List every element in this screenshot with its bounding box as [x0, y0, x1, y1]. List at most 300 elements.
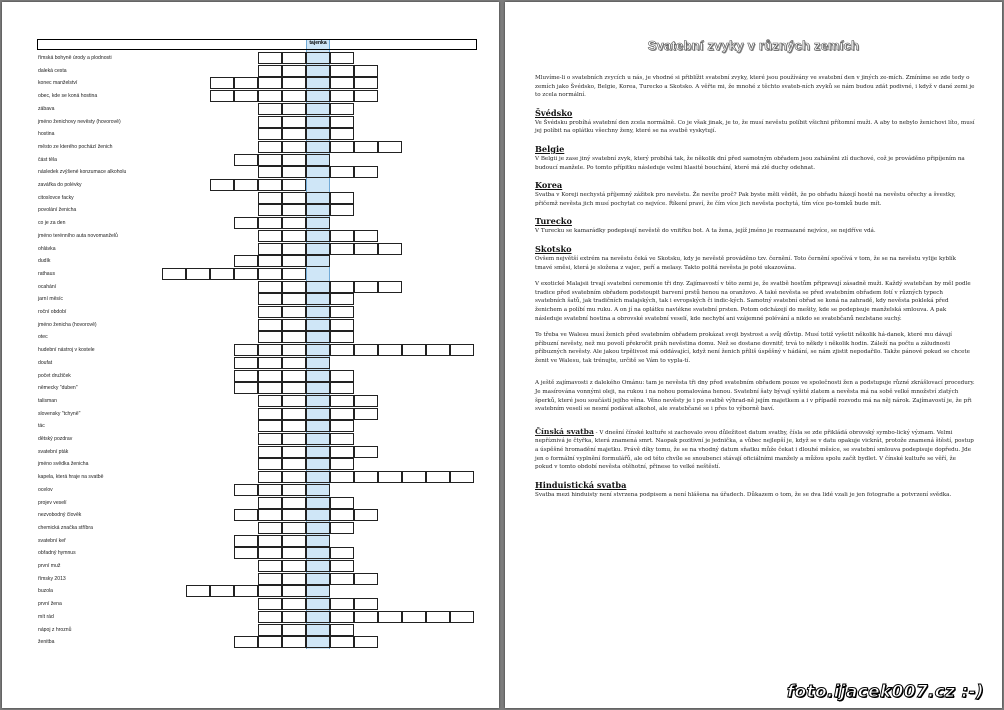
- crossword-cell[interactable]: [258, 204, 282, 216]
- crossword-cell[interactable]: [330, 293, 354, 305]
- crossword-clue: město ze kterého pochází ženich: [38, 143, 113, 150]
- crossword-clue: slovensky "tchyně": [38, 410, 81, 417]
- tajenka-cell[interactable]: [306, 598, 330, 610]
- crossword-cell[interactable]: [258, 192, 282, 204]
- crossword-clue: první muž: [38, 563, 61, 569]
- crossword-cell[interactable]: [282, 458, 306, 470]
- crossword-clue: jméno ženichovy nevěsty (hovorově): [38, 118, 121, 125]
- crossword-cell[interactable]: [282, 103, 306, 115]
- crossword-cell[interactable]: [330, 306, 354, 318]
- section-text: Svatba v Koreji nechystá příjemný zážitek pro nevěstu. Že nevíte proč? Pak byste měli vědět, že po obřadu házejí hosté na nevěstu ořechy a švestky, přičemž nevěsta jich musí pochytat co nejvíce. Říkení praví, že čím více jich nevěsta pochytá, tím více po-tomků bude mít.: [535, 192, 956, 207]
- crossword-cell[interactable]: [234, 547, 258, 559]
- tajenka-cell[interactable]: [306, 497, 330, 509]
- crossword-clue: roční období: [38, 309, 67, 315]
- crossword-cell[interactable]: [282, 535, 306, 547]
- tajenka-cell[interactable]: [306, 484, 330, 496]
- crossword-clue: počet družiček: [38, 372, 71, 379]
- crossword-cell[interactable]: [330, 408, 354, 420]
- crossword-cell[interactable]: [402, 611, 426, 623]
- crossword-cell[interactable]: [330, 141, 354, 153]
- section-text: Ve Švédsku probíhá svatební den zcela normálně. Co je však jinak, je to, že musí nevěstu políbit všichni přítomní muži. A aby to nebylo ženichovi líto, musí jej políbit na oplátku všechny ženy, které se na svatbě vyskytují.: [535, 119, 975, 135]
- crossword-cell[interactable]: [210, 77, 234, 89]
- crossword-clue: první žena: [38, 601, 62, 608]
- crossword-cell[interactable]: [330, 370, 354, 382]
- crossword-cell[interactable]: [282, 560, 306, 572]
- tajenka-cell[interactable]: [306, 192, 330, 204]
- tajenka-cell[interactable]: [306, 446, 330, 458]
- tajenka-cell[interactable]: [306, 319, 330, 331]
- crossword-cell[interactable]: [330, 560, 354, 572]
- crossword-cell[interactable]: [282, 331, 306, 343]
- crossword-cell[interactable]: [282, 90, 306, 102]
- crossword-cell[interactable]: [282, 77, 306, 89]
- crossword-cell[interactable]: [330, 65, 354, 77]
- tajenka-cell[interactable]: [306, 331, 330, 343]
- malaysia-paragraph: V exotické Malajsii trvají svatební ceremonie tři dny. Zajímavostí v této zemi je, že svatbě hostům připravují zásadně muži. Každý svatebčan by měl podle tradice před svatebním obřadem podstoupit barvení prstů henou na oranžovo. A také nevěsta se před svatebním obřadem fotí v různých typech svatebních šatů, jak tradičních malajských, tak i evropských či indic-kých. Samotný svatební obřad se koná na zahradě, kdy nevěsta pokleká před ženichem a políbí mu ruku. A on jí na oplátku navlékne svatební prsten. Potom odcházejí do mešity, kde se podepisuje manželská smlouva. A pak následuje svatební hostina a obrovské svatební veselí, kde nechybí ani vzájemné polévání a nikdo se svatebčanů nezlstane suchý.: [535, 281, 971, 322]
- tajenka-cell[interactable]: [306, 636, 330, 648]
- crossword-cell[interactable]: [258, 128, 282, 140]
- crossword-cell[interactable]: [234, 344, 258, 356]
- crossword-cell[interactable]: [282, 598, 306, 610]
- crossword-cell[interactable]: [258, 624, 282, 636]
- crossword-clue: následek zvýšené konzumace alkoholu: [38, 169, 127, 176]
- crossword-cell[interactable]: [234, 535, 258, 547]
- crossword-clue: doufat: [38, 359, 53, 366]
- crossword-cell[interactable]: [402, 344, 426, 356]
- crossword-cell[interactable]: [234, 585, 258, 597]
- crossword-clue: zábava: [38, 105, 55, 112]
- crossword-cell[interactable]: [282, 509, 306, 521]
- crossword-cell[interactable]: [258, 344, 282, 356]
- article-page: [505, 2, 1002, 708]
- crossword-cell[interactable]: [282, 624, 306, 636]
- header-right-edge: [476, 39, 477, 50]
- crossword-cell[interactable]: [282, 319, 306, 331]
- crossword-cell[interactable]: [234, 90, 258, 102]
- wales-paragraph: To třeba ve Walesu musí ženich před svatebním obřadem prokázat svoji bystrost a svůj důvtip. Musí totiž vyšetit několik há-danek, které mu dávají příbuzní nevěsty, než mu povolí překročit práh nevěstina domu. Než se dostane dovnitř, trvá to někdy i několik hodin. Záleží na počtu a záludnosti příbuzných nevěsty. Ale jakou trpělivost má oddávající, když není ženich příliš úspěšný v hádání, se nám zjistit nepodařilo. Takže pánové pokud se chcete ženit ve Walesu, tak trénujte, určitě se Vám to vypla-tí.: [535, 332, 970, 364]
- crossword-cell[interactable]: [378, 243, 402, 255]
- crossword-cell[interactable]: [258, 535, 282, 547]
- crossword-cell[interactable]: [258, 77, 282, 89]
- crossword-cell[interactable]: [330, 128, 354, 140]
- crossword-cell[interactable]: [354, 243, 378, 255]
- tajenka-cell[interactable]: [306, 573, 330, 585]
- crossword-cell[interactable]: [210, 179, 234, 191]
- crossword-cell[interactable]: [258, 484, 282, 496]
- crossword-cell[interactable]: [354, 395, 378, 407]
- crossword-cell[interactable]: [354, 281, 378, 293]
- crossword-cell[interactable]: [354, 230, 378, 242]
- tajenka-cell[interactable]: [306, 535, 330, 547]
- tajenka-cell[interactable]: [306, 471, 330, 483]
- crossword-cell[interactable]: [258, 65, 282, 77]
- crossword-cell[interactable]: [234, 484, 258, 496]
- intro-paragraph: Mluvíme-li o svatebních zvycích u nás, je vhodné si přiblížit svatební zvyky, které jsou používány ve svatební den v jiných ze-mích. Zmíníme se zde tedy o zemích jako Švédsko, Belgie, Korea, Turecko a Skotsko. A věřte mi, že mnohé z těchto svateb-ních zvyků se nám budou zdát podivné, i když v dané zemi je to zcela normální.: [535, 75, 975, 99]
- crossword-clue: jméno ženicha (hovorově): [38, 321, 97, 328]
- article-body: [535, 74, 975, 507]
- section-heading: Korea: [535, 180, 563, 191]
- crossword-clue: ženitba: [38, 639, 55, 646]
- crossword-cell[interactable]: [330, 166, 354, 178]
- tajenka-cell[interactable]: [306, 90, 330, 102]
- crossword-cell[interactable]: [234, 357, 258, 369]
- crossword-cell[interactable]: [330, 331, 354, 343]
- crossword-cell[interactable]: [354, 471, 378, 483]
- crossword-cell[interactable]: [258, 306, 282, 318]
- crossword-cell[interactable]: [234, 255, 258, 267]
- crossword-cell[interactable]: [330, 204, 354, 216]
- crossword-clue: ocelov: [38, 486, 53, 493]
- section-heading: Švédsko: [535, 107, 573, 118]
- crossword-cell[interactable]: [258, 255, 282, 267]
- tajenka-cell[interactable]: [306, 52, 330, 64]
- crossword-cell[interactable]: [258, 497, 282, 509]
- oman-paragraph: A ještě zajímavosti z dalekého Ománu: tam je nevěsta tři dny před svatebním obřadem pouze ve společnosti žen a podstupuje různé zkrášlovací procedury. Je masírována vonnými oleji, na rukou i na nohou pomalována henou. Svatební šaty bývají vyšité zlatem a nevěsta má na sobě velké množství zlatých šperků, které jsou součástí jejího věna. Věno nevěsty je i po svatbě výhrad-ně jejím majetkem a i v případě rozvodu má na něj nárok. Zajímavostí je, že při svatebním veselí se nesmí podávat alkohol, ale svatebčané se i přes to výborně baví.: [535, 380, 975, 413]
- crossword-cell[interactable]: [354, 573, 378, 585]
- crossword-cell[interactable]: [450, 471, 474, 483]
- crossword-cell[interactable]: [330, 281, 354, 293]
- crossword-cell[interactable]: [282, 192, 306, 204]
- crossword-cell[interactable]: [186, 585, 210, 597]
- crossword-cell[interactable]: [282, 471, 306, 483]
- crossword-clue: římská bohyně úrody a plodnosti: [38, 55, 112, 61]
- crossword-cell[interactable]: [282, 585, 306, 597]
- crossword-clue: dětský pozdrav: [38, 436, 73, 442]
- crossword-cell[interactable]: [282, 166, 306, 178]
- crossword-cell[interactable]: [282, 268, 306, 280]
- tajenka-cell[interactable]: [306, 154, 330, 166]
- crossword-clue: jméno terénního auta novomanželů: [38, 232, 118, 239]
- tajenka-cell[interactable]: [306, 395, 330, 407]
- crossword-cell[interactable]: [282, 370, 306, 382]
- crossword-cell[interactable]: [258, 433, 282, 445]
- tajenka-cell[interactable]: [306, 344, 330, 356]
- crossword-cell[interactable]: [282, 522, 306, 534]
- crossword-cell[interactable]: [282, 573, 306, 585]
- tajenka-cell[interactable]: [306, 255, 330, 267]
- crossword-cell[interactable]: [330, 497, 354, 509]
- crossword-cell[interactable]: [258, 471, 282, 483]
- crossword-cell[interactable]: [330, 598, 354, 610]
- crossword-cell[interactable]: [258, 636, 282, 648]
- crossword-cell[interactable]: [258, 319, 282, 331]
- crossword-cell[interactable]: [282, 611, 306, 623]
- crossword-cell[interactable]: [282, 243, 306, 255]
- crossword-cell[interactable]: [258, 179, 282, 191]
- crossword-cell[interactable]: [282, 446, 306, 458]
- tajenka-cell[interactable]: [306, 382, 330, 394]
- crossword-cell[interactable]: [378, 281, 402, 293]
- crossword-cell[interactable]: [330, 446, 354, 458]
- crossword-cell[interactable]: [282, 636, 306, 648]
- tajenka-cell[interactable]: [306, 585, 330, 597]
- crossword-cell[interactable]: [258, 611, 282, 623]
- crossword-cell[interactable]: [234, 382, 258, 394]
- crossword-cell[interactable]: [426, 344, 450, 356]
- crossword-clue: ohlávka: [38, 245, 56, 252]
- crossword-cell[interactable]: [258, 217, 282, 229]
- crossword-cell[interactable]: [354, 598, 378, 610]
- crossword-clue: chemická značka stříbra: [38, 524, 93, 531]
- crossword-cell[interactable]: [258, 52, 282, 64]
- crossword-cell[interactable]: [282, 65, 306, 77]
- crossword-cell[interactable]: [354, 166, 378, 178]
- china-heading: Čínská svatba: [535, 426, 594, 436]
- crossword-cell[interactable]: [330, 624, 354, 636]
- crossword-cell[interactable]: [450, 344, 474, 356]
- crossword-clue: svatební pták: [38, 448, 69, 455]
- crossword-clue: co je za den: [38, 220, 66, 227]
- crossword-cell[interactable]: [282, 357, 306, 369]
- crossword-clue: konec manželství: [38, 80, 78, 87]
- crossword-cell[interactable]: [234, 636, 258, 648]
- tajenka-cell[interactable]: [306, 433, 330, 445]
- crossword-cell[interactable]: [282, 52, 306, 64]
- crossword-cell[interactable]: [330, 458, 354, 470]
- crossword-cell[interactable]: [258, 560, 282, 572]
- crossword-clue: talisman: [38, 397, 57, 404]
- country-sections: [535, 108, 975, 272]
- tajenka-cell[interactable]: [306, 204, 330, 216]
- crossword-cell[interactable]: [258, 585, 282, 597]
- crossword-cell[interactable]: [234, 370, 258, 382]
- crossword-cell[interactable]: [234, 217, 258, 229]
- crossword-cell[interactable]: [330, 344, 354, 356]
- crossword-cell[interactable]: [330, 573, 354, 585]
- crossword-cell[interactable]: [258, 370, 282, 382]
- crossword-clue: nápoj z hroznů: [38, 626, 72, 633]
- crossword-cell[interactable]: [282, 281, 306, 293]
- crossword-cell[interactable]: [234, 179, 258, 191]
- tajenka-label: tajenka: [309, 40, 327, 46]
- crossword-cell[interactable]: [282, 306, 306, 318]
- crossword-cell[interactable]: [354, 509, 378, 521]
- china-text: - V dnešní čínské kultuře si zachovalo svou důležitost datum svatby, čísla se zde přikládá obrovský symbo-lický význam. Velmi nepříznivá je čtyřka, která znamená smrt. Naopak pozitivní je jednička, a vůbec nejlepší je, když se v datu opakuje vickrát, protože znamená štěstí, postup a úspěšné hromadění majetku. Právě díky tomu, že se na vhodný datum sňatku může čekat i dlouhé měsíce, se svatební smlouva podepisuje dopředu. Jde jen o formální vyplnění formulářů, ale od této chvíle se snoubenci stávají oficiálními manžely a můžou spolu začít bydlet. V čínské kultuře se věří, že pokud v tomto období nevěsta otěhotní, přinese to velké neštěstí.: [535, 429, 974, 471]
- crossword-cell[interactable]: [282, 204, 306, 216]
- crossword-cell[interactable]: [258, 331, 282, 343]
- crossword-cell[interactable]: [330, 636, 354, 648]
- tajenka-cell[interactable]: [306, 306, 330, 318]
- crossword-cell[interactable]: [258, 281, 282, 293]
- tajenka-cell[interactable]: [306, 560, 330, 572]
- crossword-cell[interactable]: [234, 154, 258, 166]
- crossword-clue: buzola: [38, 588, 54, 595]
- crossword-cell[interactable]: [282, 484, 306, 496]
- crossword-cell[interactable]: [330, 77, 354, 89]
- crossword-cell[interactable]: [258, 547, 282, 559]
- crossword-clue: jméno svědka ženicha: [38, 461, 89, 468]
- crossword-cell[interactable]: [282, 420, 306, 432]
- tajenka-cell[interactable]: [306, 77, 330, 89]
- crossword-cell[interactable]: [330, 471, 354, 483]
- tajenka-cell[interactable]: [306, 65, 330, 77]
- crossword-clue: obřadný hymnus: [38, 550, 76, 557]
- crossword-cell[interactable]: [282, 128, 306, 140]
- crossword-cell[interactable]: [354, 77, 378, 89]
- crossword-cell[interactable]: [258, 509, 282, 521]
- crossword-cell[interactable]: [378, 611, 402, 623]
- section-heading: Skotsko: [535, 243, 572, 254]
- watermark: foto.ijacek007.cz :-): [786, 682, 984, 702]
- tajenka-cell[interactable]: [306, 230, 330, 242]
- crossword-cell[interactable]: [330, 382, 354, 394]
- crossword-cell[interactable]: [282, 293, 306, 305]
- crossword-cell[interactable]: [258, 268, 282, 280]
- crossword-cell[interactable]: [258, 154, 282, 166]
- crossword-cell[interactable]: [330, 116, 354, 128]
- tajenka-cell[interactable]: [306, 420, 330, 432]
- tajenka-cell[interactable]: [306, 624, 330, 636]
- crossword-cell[interactable]: [426, 611, 450, 623]
- tajenka-cell[interactable]: [306, 458, 330, 470]
- crossword-cell[interactable]: [330, 522, 354, 534]
- crossword-cell[interactable]: [426, 471, 450, 483]
- tajenka-cell[interactable]: [306, 293, 330, 305]
- section-heading: Belgie: [535, 143, 565, 154]
- hindu-paragraph: Svatba mezi hinduisty není stvrzena podpisem a není hlášena na úřadech. Důkazem o tom, že se dva lidé vzali je jen fotografie a potvrzení svědka.: [535, 491, 952, 498]
- crossword-cell[interactable]: [282, 382, 306, 394]
- crossword-cell[interactable]: [354, 611, 378, 623]
- crossword-cell[interactable]: [330, 319, 354, 331]
- crossword-cell[interactable]: [330, 243, 354, 255]
- crossword-cell[interactable]: [330, 90, 354, 102]
- tajenka-cell[interactable]: [306, 103, 330, 115]
- crossword-cell[interactable]: [258, 573, 282, 585]
- crossword-cell[interactable]: [258, 458, 282, 470]
- crossword-cell[interactable]: [330, 547, 354, 559]
- tajenka-cell[interactable]: [306, 141, 330, 153]
- crossword-cell[interactable]: [354, 141, 378, 153]
- crossword-cell[interactable]: [282, 255, 306, 267]
- crossword-cell[interactable]: [282, 344, 306, 356]
- crossword-cell[interactable]: [186, 268, 210, 280]
- crossword-cell[interactable]: [282, 230, 306, 242]
- section-text: Ovšem největší extrém na nevěstu čeká ve Skotsku, kdy je nevěstě prováděno tzv. černění. Toto černění spočívá v tom, že se na nevěstu vylije kyblík tmavé směsi, která je složena z vajec, peří a melasy. Takto politá nevěsta je poté ukazována.: [535, 255, 957, 271]
- crossword-cell[interactable]: [162, 268, 186, 280]
- crossword-cell[interactable]: [354, 344, 378, 356]
- crossword-cell[interactable]: [330, 420, 354, 432]
- crossword-cell[interactable]: [210, 268, 234, 280]
- crossword-cell[interactable]: [258, 395, 282, 407]
- crossword-clue: daleká cesta: [38, 67, 67, 74]
- crossword-cell[interactable]: [258, 90, 282, 102]
- crossword-cell[interactable]: [330, 103, 354, 115]
- crossword-cell[interactable]: [354, 65, 378, 77]
- crossword-cell[interactable]: [258, 357, 282, 369]
- crossword-cell[interactable]: [354, 446, 378, 458]
- crossword-cell[interactable]: [282, 154, 306, 166]
- crossword-cell[interactable]: [282, 433, 306, 445]
- crossword-clue: mít rád: [38, 613, 54, 620]
- crossword-clue: část těla: [38, 156, 57, 163]
- crossword-cell[interactable]: [330, 395, 354, 407]
- crossword-cell[interactable]: [210, 585, 234, 597]
- tajenka-cell[interactable]: [306, 357, 330, 369]
- crossword-cell[interactable]: [258, 598, 282, 610]
- section-heading: Turecko: [535, 216, 572, 227]
- crossword-cell[interactable]: [450, 611, 474, 623]
- tajenka-cell[interactable]: [306, 611, 330, 623]
- crossword-cell[interactable]: [258, 243, 282, 255]
- crossword-cell[interactable]: [330, 52, 354, 64]
- tajenka-cell[interactable]: [306, 243, 330, 255]
- crossword-cell[interactable]: [282, 395, 306, 407]
- crossword-clue: povolání ženicha: [38, 207, 77, 214]
- crossword-clue: rathaus: [38, 270, 55, 277]
- crossword-cell[interactable]: [282, 217, 306, 229]
- crossword-cell[interactable]: [330, 611, 354, 623]
- crossword-cell[interactable]: [282, 547, 306, 559]
- crossword-cell[interactable]: [258, 293, 282, 305]
- crossword-clue: projev veselí: [38, 499, 67, 506]
- crossword-cell[interactable]: [354, 636, 378, 648]
- china-paragraph: [535, 428, 975, 472]
- section-text: V Belgii je zase jiný svatební zvyk, který probíhá tak, že několik dní před samotným obřadem jsou zaháněni zlí duchové, což je prováděno připíjením na budoucí manžele. Po tomto přípitku následuje velmi hlasité bouchání, které má zlé duchy odehnat.: [535, 155, 965, 171]
- tajenka-cell[interactable]: [306, 166, 330, 178]
- crossword-clue: tác: [38, 423, 45, 430]
- section-text: V Turecku se kamarádky podepisují nevěstě do vnitřku bot. A ta žena, jejíž jméno je rozmazané nejvíce, se nejdříve vdá.: [535, 228, 876, 235]
- crossword-cell[interactable]: [258, 166, 282, 178]
- crossword-header-row: [37, 39, 477, 50]
- crossword-cell[interactable]: [282, 141, 306, 153]
- crossword-cell[interactable]: [258, 230, 282, 242]
- crossword-cell[interactable]: [258, 141, 282, 153]
- crossword-clue: římsky 2013: [38, 575, 66, 582]
- tajenka-cell[interactable]: [306, 509, 330, 521]
- crossword-clue: zavářka do polévky: [38, 182, 82, 188]
- crossword-cell[interactable]: [330, 230, 354, 242]
- crossword-cell[interactable]: [258, 116, 282, 128]
- crossword-cell[interactable]: [330, 192, 354, 204]
- tajenka-cell[interactable]: [306, 522, 330, 534]
- tajenka-cell[interactable]: [306, 217, 330, 229]
- tajenka-cell[interactable]: [306, 281, 330, 293]
- crossword-cell[interactable]: [234, 77, 258, 89]
- crossword-cell[interactable]: [258, 408, 282, 420]
- crossword-cell[interactable]: [282, 497, 306, 509]
- crossword-clue: ocahání: [38, 283, 57, 290]
- tajenka-cell[interactable]: [306, 408, 330, 420]
- crossword-cell[interactable]: [258, 382, 282, 394]
- tajenka-cell[interactable]: [306, 370, 330, 382]
- crossword-clue: svatební keř: [38, 537, 66, 544]
- crossword-cell[interactable]: [234, 268, 258, 280]
- crossword-cell[interactable]: [402, 471, 426, 483]
- crossword-cell[interactable]: [282, 179, 306, 191]
- crossword-cell[interactable]: [378, 141, 402, 153]
- crossword-clue: obec, kde se koná hostina: [38, 93, 98, 100]
- crossword-cell[interactable]: [354, 90, 378, 102]
- crossword-cell[interactable]: [258, 446, 282, 458]
- crossword-cell[interactable]: [354, 408, 378, 420]
- crossword-cell[interactable]: [258, 420, 282, 432]
- crossword-cell[interactable]: [258, 522, 282, 534]
- hindu-heading: Hinduistická svatba: [535, 479, 627, 490]
- crossword-cell[interactable]: [378, 344, 402, 356]
- crossword-cell[interactable]: [330, 433, 354, 445]
- crossword-clue: otec: [38, 334, 48, 341]
- crossword-cell[interactable]: [210, 90, 234, 102]
- tajenka-cell[interactable]: [306, 547, 330, 559]
- crossword-cell[interactable]: [282, 116, 306, 128]
- crossword-cell[interactable]: [234, 509, 258, 521]
- crossword-cell[interactable]: [258, 103, 282, 115]
- tajenka-cell[interactable]: [306, 128, 330, 140]
- crossword-cell[interactable]: [330, 509, 354, 521]
- crossword-cell[interactable]: [378, 471, 402, 483]
- tajenka-cell[interactable]: [306, 116, 330, 128]
- crossword-cell[interactable]: [282, 408, 306, 420]
